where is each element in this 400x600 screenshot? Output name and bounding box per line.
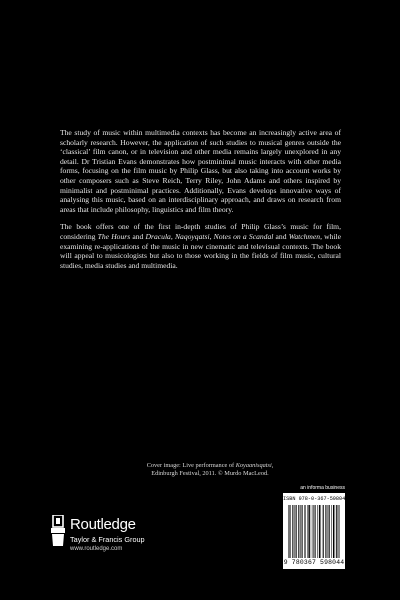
isbn-barcode (283, 493, 352, 569)
barcode-bar (339, 505, 340, 558)
barcode-bar (305, 505, 306, 558)
barcode-bar (323, 505, 324, 558)
routledge-r-icon (50, 515, 66, 547)
publisher-url: www.routledge.com (70, 546, 123, 552)
credit-prefix: Cover image: Live performance of (146, 462, 236, 469)
barcode-bar (288, 505, 289, 558)
barcode-bar (333, 505, 334, 558)
barcode-bar (302, 505, 303, 558)
barcode-bar (296, 505, 297, 558)
publisher-name: Routledge (70, 516, 136, 533)
barcode-bar (329, 505, 330, 558)
barcode-bar (315, 505, 316, 558)
credit-suffix: , (271, 462, 274, 469)
barcode-bar (308, 505, 309, 558)
barcode-bar (325, 505, 326, 558)
description-text: , while examining re-applications of the music in new cinematic and televisual contexts. The book will appeal to musicologists but also to those working in the fields of film music, cultural studies, media studies and multimedia. (60, 231, 342, 270)
film-title: Notes on a Scandal (213, 231, 274, 241)
description-text: The book offers one of the first in-depth studies of Philip Glass’s music for film, considering (60, 222, 341, 241)
book-description (60, 128, 341, 278)
barcode-bar (290, 505, 291, 558)
barcode-bar (331, 505, 332, 558)
barcode-bar (321, 505, 322, 558)
film-title: Dracula (145, 231, 171, 241)
film-title: The Hours (97, 231, 131, 241)
barcode-bar (335, 505, 336, 558)
description-text: and (130, 231, 146, 241)
barcode-bar (304, 505, 305, 558)
film-title: Naqoyqatsi (174, 231, 210, 241)
barcode-bar (300, 505, 301, 558)
barcode-bar (328, 505, 329, 558)
publisher-logo (50, 515, 190, 565)
barcode-bar (317, 505, 318, 558)
barcode-bar (298, 505, 299, 558)
barcode-bar (313, 505, 314, 558)
informa-affiliation: an informa business (300, 485, 345, 491)
description-paragraph-2 (60, 222, 341, 270)
film-title: Watchmen (288, 231, 321, 241)
credit-line-2: Edinburgh Festival, 2011. © Murdo MacLeod. (151, 470, 269, 477)
cover-image-credit (120, 462, 300, 478)
credit-work-title: Koyaanisqatsi (235, 462, 272, 469)
barcode-bar (338, 505, 339, 558)
description-text: , (170, 231, 175, 241)
barcode-bar (295, 505, 296, 558)
barcode-bar (309, 505, 310, 558)
barcode-bar (292, 505, 293, 558)
description-text: and (273, 231, 289, 241)
barcode-bar (336, 505, 337, 558)
description-text: , (209, 231, 214, 241)
barcode-bar (312, 505, 313, 558)
barcode-bar (289, 505, 290, 558)
isbn-label: ISBN 978-0-367-59804-4 (283, 496, 352, 502)
barcode-bars (288, 505, 340, 558)
description-paragraph-1: The study of music within multimedia contexts has become an increasingly active area of scholarly research. However, the application of such studies to musical genres outside the ‘classical’ film canon, or in television and other media remains largely unexplored in any detail. Dr Tristian Evans demonstrates how postminimal music interacts with other media forms, focusing on the film music by Philip Glass, but also taking into account works by other composers such as Steve Reich, Terry Riley, John Adams and others inspired by minimalist and postminimal practices. Additionally, Evans develops innovative ways of analysing this music, based on an interdisciplinary approach, and draws on research from areas that include philosophy, linguistics and film theory. (60, 128, 341, 214)
barcode-bar (319, 505, 320, 558)
publisher-group: Taylor & Francis Group (70, 535, 145, 544)
isbn-digits: 9 780367 598044 (283, 559, 345, 566)
